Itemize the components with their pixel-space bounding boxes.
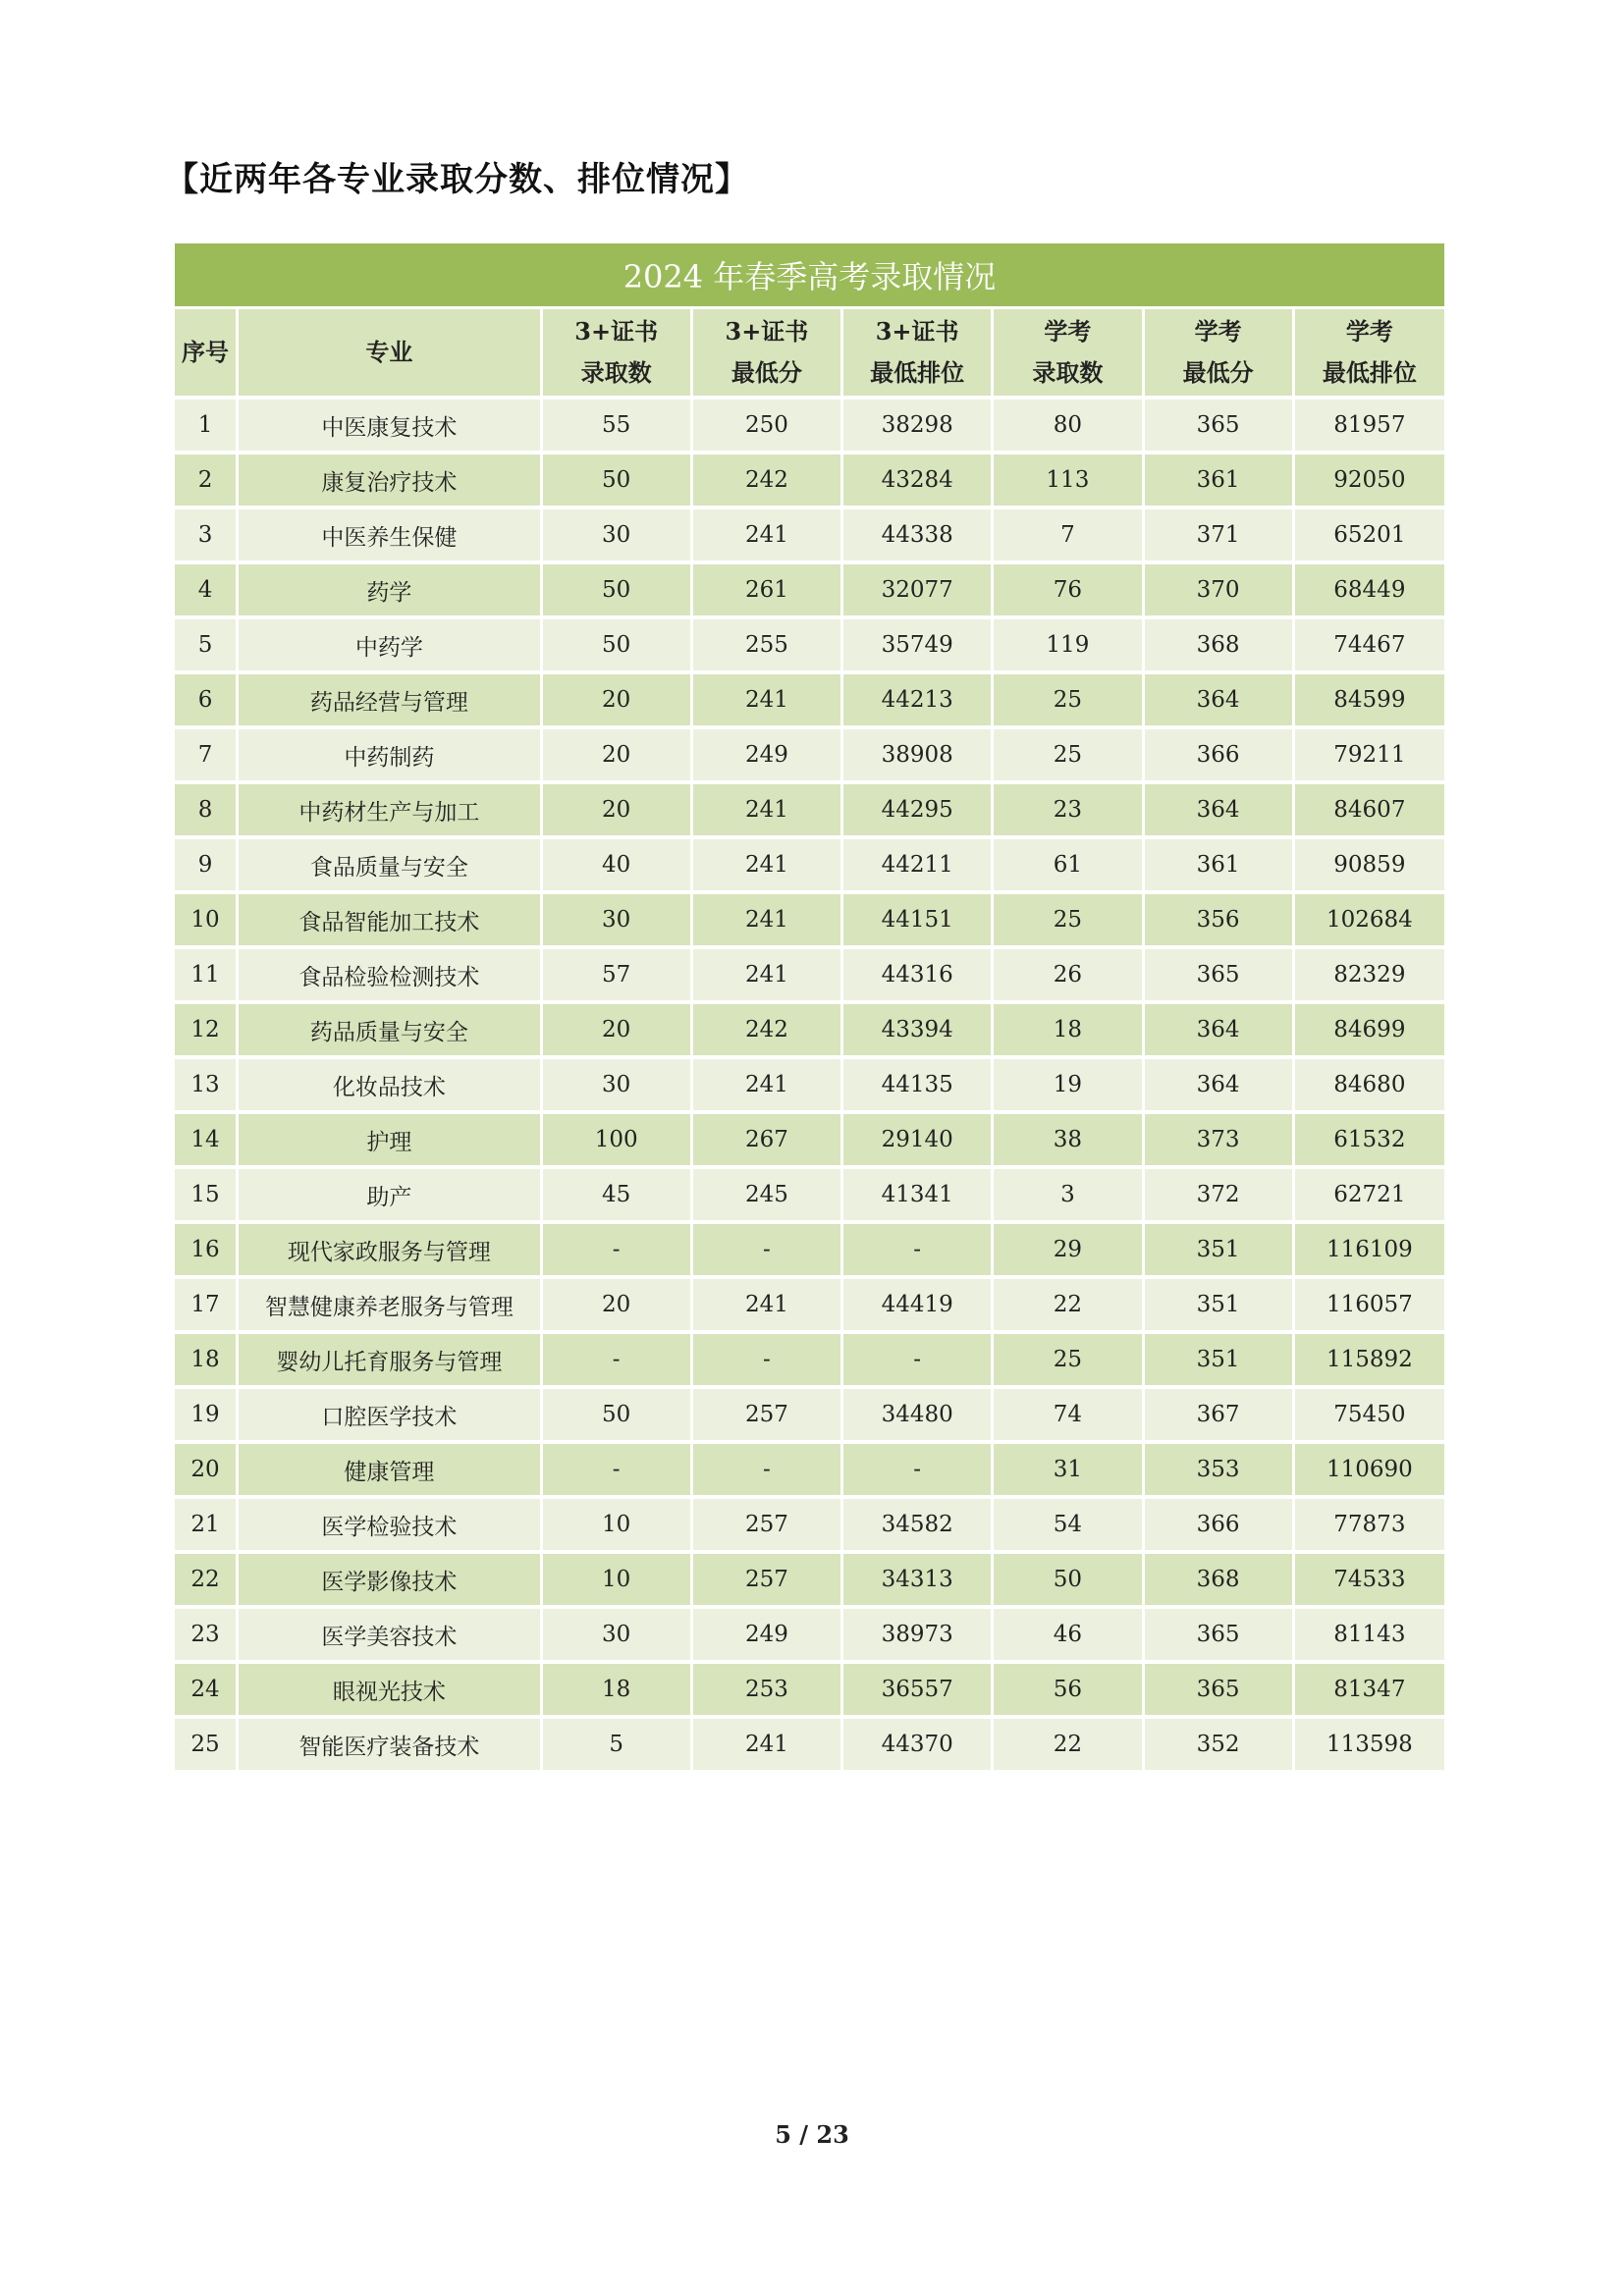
table-cell: 1 [175,396,236,451]
table-cell: 食品质量与安全 [239,835,539,890]
column-header-line1: 专业 [365,338,413,366]
table-caption-row [175,243,1444,306]
table-cell: 79211 [1295,725,1444,780]
table-cell: 74 [994,1385,1141,1440]
table-cell: 现代家政服务与管理 [239,1220,539,1275]
table-cell: 13 [175,1055,236,1110]
table-row [175,1660,1444,1715]
table-row [175,1275,1444,1330]
table-cell: 90859 [1295,835,1444,890]
table-body [175,396,1444,1770]
section-title: 【近两年各专业录取分数、排位情况】 [165,160,749,199]
table-cell: 115892 [1295,1330,1444,1385]
table-cell: 44419 [843,1275,991,1330]
column-header-line1: 学考 [1345,317,1393,346]
table-cell: 371 [1145,506,1292,561]
table-cell: 38298 [843,396,991,451]
table-cell: 24 [175,1660,236,1715]
table-cell: 92050 [1295,451,1444,506]
table-cell: 2 [175,451,236,506]
table-cell: 373 [1145,1110,1292,1165]
table-row [175,1330,1444,1385]
table-cell: 113598 [1295,1715,1444,1770]
table-cell: 44338 [843,506,991,561]
table-row [175,1220,1444,1275]
table-cell: 44295 [843,780,991,835]
table-cell: 241 [693,890,840,945]
table-cell: 75450 [1295,1385,1444,1440]
table-cell: 245 [693,1165,840,1220]
table-cell: 22 [175,1550,236,1605]
table-cell: 365 [1145,945,1292,1000]
table-cell: 44151 [843,890,991,945]
column-header-line2: 最低分 [731,358,802,387]
admission-table [172,243,1447,1770]
table-cell: 367 [1145,1385,1292,1440]
table-cell: - [843,1330,991,1385]
admission-table-container [175,243,1450,1770]
column-header-line2: 录取数 [1032,358,1104,387]
table-cell: 365 [1145,1660,1292,1715]
table-header-row [175,306,1444,396]
table-row [175,780,1444,835]
table-cell: 241 [693,670,840,725]
table-cell: 372 [1145,1165,1292,1220]
table-row [175,396,1444,451]
table-cell: 55 [543,396,690,451]
table-cell: 110690 [1295,1440,1444,1495]
table-cell: 医学检验技术 [239,1495,539,1550]
column-header [1295,306,1444,396]
table-cell: 352 [1145,1715,1292,1770]
table-row [175,1605,1444,1660]
table-cell: 29 [994,1220,1141,1275]
table-cell: 19 [994,1055,1141,1110]
table-row [175,561,1444,615]
table-cell: 50 [543,1385,690,1440]
table-cell: 116057 [1295,1275,1444,1330]
table-cell: 74533 [1295,1550,1444,1605]
table-cell: 41341 [843,1165,991,1220]
table-cell: 81347 [1295,1660,1444,1715]
table-cell: 23 [175,1605,236,1660]
table-cell: 10 [543,1550,690,1605]
column-header [175,306,236,396]
table-cell: 药品质量与安全 [239,1000,539,1055]
table-cell: - [543,1330,690,1385]
table-cell: 助产 [239,1165,539,1220]
table-cell: 84599 [1295,670,1444,725]
table-cell: 25 [994,670,1141,725]
table-row [175,1715,1444,1770]
table-cell: 351 [1145,1330,1292,1385]
table-cell: 11 [175,945,236,1000]
column-header-line1: 序号 [182,338,230,366]
table-cell: 241 [693,945,840,1000]
table-cell: 3 [994,1165,1141,1220]
page-number: 5 / 23 [775,2120,849,2149]
table-cell: 34313 [843,1550,991,1605]
table-cell: 84607 [1295,780,1444,835]
table-cell: 368 [1145,615,1292,670]
table-cell: 医学影像技术 [239,1550,539,1605]
table-cell: 18 [994,1000,1141,1055]
table-cell: 12 [175,1000,236,1055]
table-cell: 364 [1145,780,1292,835]
table-cell: 249 [693,725,840,780]
table-cell: 368 [1145,1550,1292,1605]
table-cell: - [843,1220,991,1275]
table-cell: 19 [175,1385,236,1440]
table-cell: 84680 [1295,1055,1444,1110]
table-cell: 65201 [1295,506,1444,561]
table-cell: 食品智能加工技术 [239,890,539,945]
table-cell: 253 [693,1660,840,1715]
table-row [175,1385,1444,1440]
table-cell: 26 [994,945,1141,1000]
table-cell: 29140 [843,1110,991,1165]
table-cell: 44211 [843,835,991,890]
column-header-line2: 最低排位 [870,358,965,387]
table-cell: 361 [1145,835,1292,890]
table-row [175,1165,1444,1220]
table-cell: 74467 [1295,615,1444,670]
table-cell: 40 [543,835,690,890]
table-cell: 9 [175,835,236,890]
column-header-line1: 3+证书 [725,317,809,346]
table-cell: 351 [1145,1275,1292,1330]
table-cell: 30 [543,1605,690,1660]
table-cell: 241 [693,1055,840,1110]
table-cell: 21 [175,1495,236,1550]
table-cell: 护理 [239,1110,539,1165]
table-row [175,615,1444,670]
table-cell: 50 [994,1550,1141,1605]
table-row [175,1495,1444,1550]
table-cell: 20 [543,1275,690,1330]
table-row [175,945,1444,1000]
table-cell: 中医康复技术 [239,396,539,451]
table-cell: 61 [994,835,1141,890]
table-cell: 眼视光技术 [239,1660,539,1715]
table-cell: 54 [994,1495,1141,1550]
table-cell: 100 [543,1110,690,1165]
table-cell: 257 [693,1550,840,1605]
table-cell: - [543,1220,690,1275]
table-cell: 20 [543,1000,690,1055]
table-cell: 366 [1145,1495,1292,1550]
table-cell: 5 [175,615,236,670]
table-cell: 43394 [843,1000,991,1055]
table-cell: 36557 [843,1660,991,1715]
table-cell: 智慧健康养老服务与管理 [239,1275,539,1330]
table-cell: 242 [693,451,840,506]
table-cell: 261 [693,561,840,615]
table-cell: 81143 [1295,1605,1444,1660]
table-cell: 4 [175,561,236,615]
table-cell: 356 [1145,890,1292,945]
table-cell: 116109 [1295,1220,1444,1275]
table-row [175,1440,1444,1495]
table-cell: 婴幼儿托育服务与管理 [239,1330,539,1385]
column-header [543,306,690,396]
table-cell: 50 [543,451,690,506]
table-cell: 中医养生保健 [239,506,539,561]
table-cell: 45 [543,1165,690,1220]
column-header [239,306,539,396]
table-cell: 35749 [843,615,991,670]
column-header-line2: 最低排位 [1322,358,1417,387]
table-cell: 20 [543,725,690,780]
table-cell: 241 [693,506,840,561]
table-row [175,890,1444,945]
table-cell: 351 [1145,1220,1292,1275]
table-cell: 77873 [1295,1495,1444,1550]
table-cell: 中药材生产与加工 [239,780,539,835]
table-cell: 32077 [843,561,991,615]
column-header-line1: 3+证书 [574,317,659,346]
table-cell: 10 [175,890,236,945]
table-cell: 102684 [1295,890,1444,945]
table-cell: 3 [175,506,236,561]
table-cell: 361 [1145,451,1292,506]
table-cell: 241 [693,1275,840,1330]
table-cell: 81957 [1295,396,1444,451]
table-row [175,451,1444,506]
table-cell: 76 [994,561,1141,615]
table-cell: 30 [543,506,690,561]
table-cell: 267 [693,1110,840,1165]
table-cell: 46 [994,1605,1141,1660]
table-cell: 20 [543,670,690,725]
table-cell: 61532 [1295,1110,1444,1165]
table-cell: 38 [994,1110,1141,1165]
table-cell: 113 [994,451,1141,506]
table-cell: 44135 [843,1055,991,1110]
table-cell: 食品检验检测技术 [239,945,539,1000]
table-cell: 20 [175,1440,236,1495]
table-cell: 23 [994,780,1141,835]
table-cell: 15 [175,1165,236,1220]
table-cell: 257 [693,1495,840,1550]
column-header [693,306,840,396]
table-cell: 84699 [1295,1000,1444,1055]
table-cell: 364 [1145,670,1292,725]
table-caption: 2024 年春季高考录取情况 [175,243,1444,306]
table-row [175,506,1444,561]
table-cell: 22 [994,1715,1141,1770]
column-header [1145,306,1292,396]
table-cell: 34480 [843,1385,991,1440]
table-cell: 44370 [843,1715,991,1770]
table-cell: 31 [994,1440,1141,1495]
column-header-line2: 最低分 [1182,358,1254,387]
table-row [175,835,1444,890]
table-cell: 健康管理 [239,1440,539,1495]
table-cell: 10 [543,1495,690,1550]
table-cell: 智能医疗装备技术 [239,1715,539,1770]
table-cell: 370 [1145,561,1292,615]
table-cell: 365 [1145,1605,1292,1660]
table-cell: 口腔医学技术 [239,1385,539,1440]
table-row [175,670,1444,725]
table-cell: 18 [543,1660,690,1715]
column-header-line1: 学考 [1194,317,1242,346]
column-header-line1: 3+证书 [875,317,959,346]
table-cell: 30 [543,1055,690,1110]
table-cell: 18 [175,1330,236,1385]
table-cell: 22 [994,1275,1141,1330]
table-cell: 中药制药 [239,725,539,780]
table-cell: 44316 [843,945,991,1000]
table-cell: 353 [1145,1440,1292,1495]
table-row [175,1055,1444,1110]
table-cell: 50 [543,615,690,670]
table-cell: 8 [175,780,236,835]
table-cell: 68449 [1295,561,1444,615]
table-cell: 34582 [843,1495,991,1550]
table-cell: - [843,1440,991,1495]
table-cell: 30 [543,890,690,945]
table-cell: 56 [994,1660,1141,1715]
table-cell: 25 [994,1330,1141,1385]
table-row [175,1000,1444,1055]
table-cell: - [543,1440,690,1495]
table-cell: 62721 [1295,1165,1444,1220]
table-row [175,1110,1444,1165]
table-cell: - [693,1330,840,1385]
table-cell: 16 [175,1220,236,1275]
column-header [843,306,991,396]
table-cell: 25 [175,1715,236,1770]
table-cell: 250 [693,396,840,451]
table-cell: 7 [994,506,1141,561]
table-cell: 82329 [1295,945,1444,1000]
table-cell: 257 [693,1385,840,1440]
table-cell: 44213 [843,670,991,725]
column-header [994,306,1141,396]
table-cell: 25 [994,890,1141,945]
table-cell: 7 [175,725,236,780]
table-cell: 241 [693,1715,840,1770]
table-cell: 249 [693,1605,840,1660]
table-cell: 43284 [843,451,991,506]
column-header-line2: 录取数 [580,358,652,387]
table-cell: 药学 [239,561,539,615]
table-cell: 康复治疗技术 [239,451,539,506]
table-cell: 241 [693,835,840,890]
table-cell: 364 [1145,1000,1292,1055]
table-row [175,1550,1444,1605]
table-cell: 119 [994,615,1141,670]
table-cell: 医学美容技术 [239,1605,539,1660]
table-cell: 364 [1145,1055,1292,1110]
table-cell: - [693,1220,840,1275]
table-cell: - [693,1440,840,1495]
table-cell: 57 [543,945,690,1000]
table-cell: 25 [994,725,1141,780]
column-header-line1: 学考 [1044,317,1092,346]
table-row [175,725,1444,780]
table-cell: 38908 [843,725,991,780]
table-cell: 5 [543,1715,690,1770]
table-cell: 17 [175,1275,236,1330]
table-cell: 242 [693,1000,840,1055]
table-cell: 80 [994,396,1141,451]
table-cell: 6 [175,670,236,725]
table-cell: 241 [693,780,840,835]
table-cell: 14 [175,1110,236,1165]
table-cell: 药品经营与管理 [239,670,539,725]
table-cell: 255 [693,615,840,670]
table-cell: 50 [543,561,690,615]
table-cell: 中药学 [239,615,539,670]
table-cell: 38973 [843,1605,991,1660]
table-cell: 365 [1145,396,1292,451]
table-cell: 化妆品技术 [239,1055,539,1110]
table-cell: 20 [543,780,690,835]
table-cell: 366 [1145,725,1292,780]
